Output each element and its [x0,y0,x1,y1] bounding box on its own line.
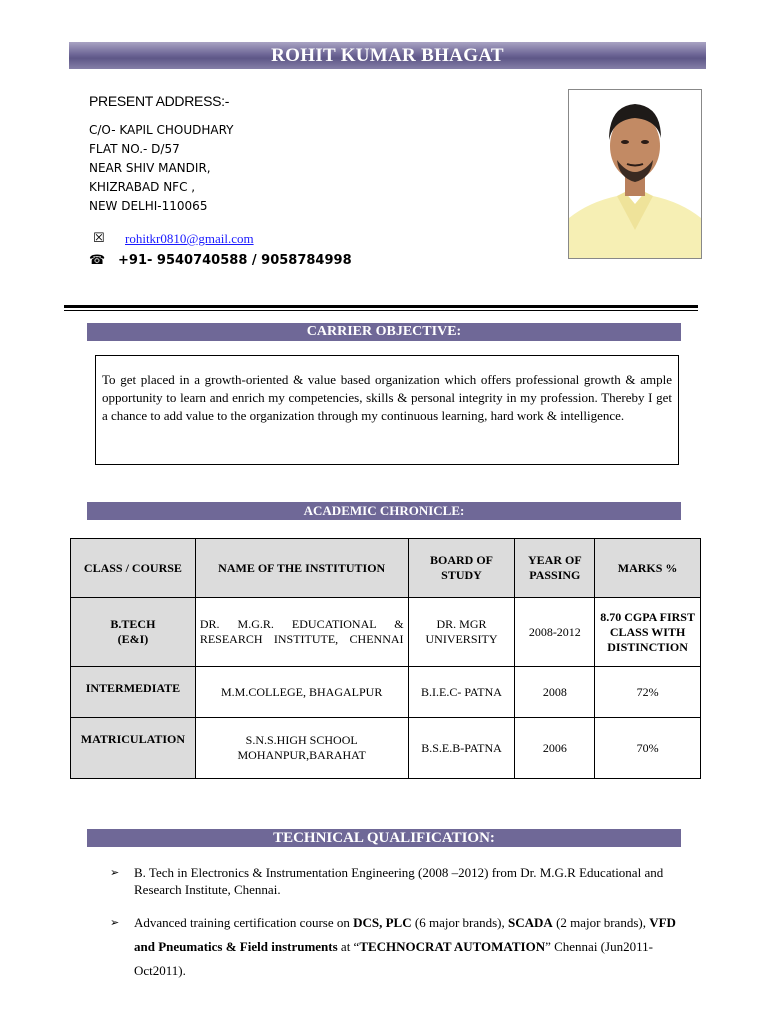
text-segment: ” Chennai (Jun2011- Oct2011). [134,939,653,978]
text-segment-bold: TECHNOCRAT AUTOMATION [359,939,546,954]
cell-marks: 72% [595,667,701,718]
cell-year: 2008 [515,667,595,718]
email-link[interactable]: rohitkr0810@gmail.com [125,231,254,246]
cell-institution: S.N.S.HIGH SCHOOL MOHANPUR,BARAHAT [195,718,408,779]
table-row [71,718,701,779]
cell-institution: M.M.COLLEGE, BHAGALPUR [195,667,408,718]
divider-thick [64,305,698,308]
header-institution: NAME OF THE INSTITUTION [195,539,408,598]
academic-table [70,538,701,779]
address-line: FLAT NO.- D/57 [89,142,180,156]
table-row [71,667,701,718]
address-line: C/O- KAPIL CHOUDHARY [89,123,234,137]
qualification-text: B. Tech in Electronics & Instrumentation Engineering (2008 –2012) from Dr. M.G.R Educational and Research Institute, Chennai. [134,865,664,897]
cell-course: INTERMEDIATE [71,667,196,718]
text-segment: (6 major brands), [411,915,509,930]
academic-heading: ACADEMIC CHRONICLE: [87,502,681,520]
text-segment-bold: VFD and Pneumatics & Field instruments [134,915,676,954]
cell-course: MATRICULATION [71,718,196,779]
arrow-bullet-icon: ➢ [110,866,120,879]
list-item [110,864,690,898]
address-block [89,121,234,216]
cell-board: B.I.E.C- PATNA [408,667,515,718]
text-segment-bold: SCADA [508,915,553,930]
address-line: KHIZRABAD NFC , [89,180,196,194]
text-segment: at “ [337,939,360,954]
header-board: BOARD OF STUDY [408,539,515,598]
text-segment-bold: DCS, PLC [353,915,412,930]
cell-board: B.S.E.B-PATNA [408,718,515,779]
address-heading: PRESENT ADDRESS:- [89,93,230,109]
resume-name-banner: ROHIT KUMAR BHAGAT [69,42,706,69]
phone-number: +91- 9540740588 / 9058784998 [118,253,352,268]
cell-institution: DR. M.G.R. EDUCATIONAL & RESEARCH INSTITUTE, CHENNAI [195,598,408,667]
objective-heading: CARRIER OBJECTIVE: [87,323,681,341]
table-header-row [71,539,701,598]
cell-course: B.TECH (E&I) [71,598,196,667]
header-year: YEAR OF PASSING [515,539,595,598]
cell-year: 2006 [515,718,595,779]
technical-heading: TECHNICAL QUALIFICATION: [87,829,681,847]
table-row [71,598,701,667]
phone-icon: ☎ [89,253,106,268]
cell-year: 2008-2012 [515,598,595,667]
envelope-icon: ☒ [93,231,105,246]
cell-marks: 8.70 CGPA FIRST CLASS WITH DISTINCTION [595,598,701,667]
text-segment: (2 major brands), [552,915,650,930]
divider-thin [64,310,698,311]
address-line: NEAR SHIV MANDIR, [89,161,211,175]
arrow-bullet-icon: ➢ [110,916,120,929]
address-line: NEW DELHI-110065 [89,199,208,213]
cell-board: DR. MGR UNIVERSITY [408,598,515,667]
header-marks: MARKS % [595,539,701,598]
objective-text: To get placed in a growth-oriented & value based organization which offers professional growth & ample opportunity to learn and enrich my competencies, skills & personal integrity in my profession. Thereby I get a chance to add value to the organization through my continuous learning, hard work & intelligence. [95,355,679,465]
portrait-image [569,90,701,258]
header-class-course: CLASS / COURSE [71,539,196,598]
text-segment: Advanced training certification course on [134,915,354,930]
qualification-text [134,911,690,983]
cell-marks: 70% [595,718,701,779]
profile-photo [568,89,702,259]
list-item [110,911,690,983]
